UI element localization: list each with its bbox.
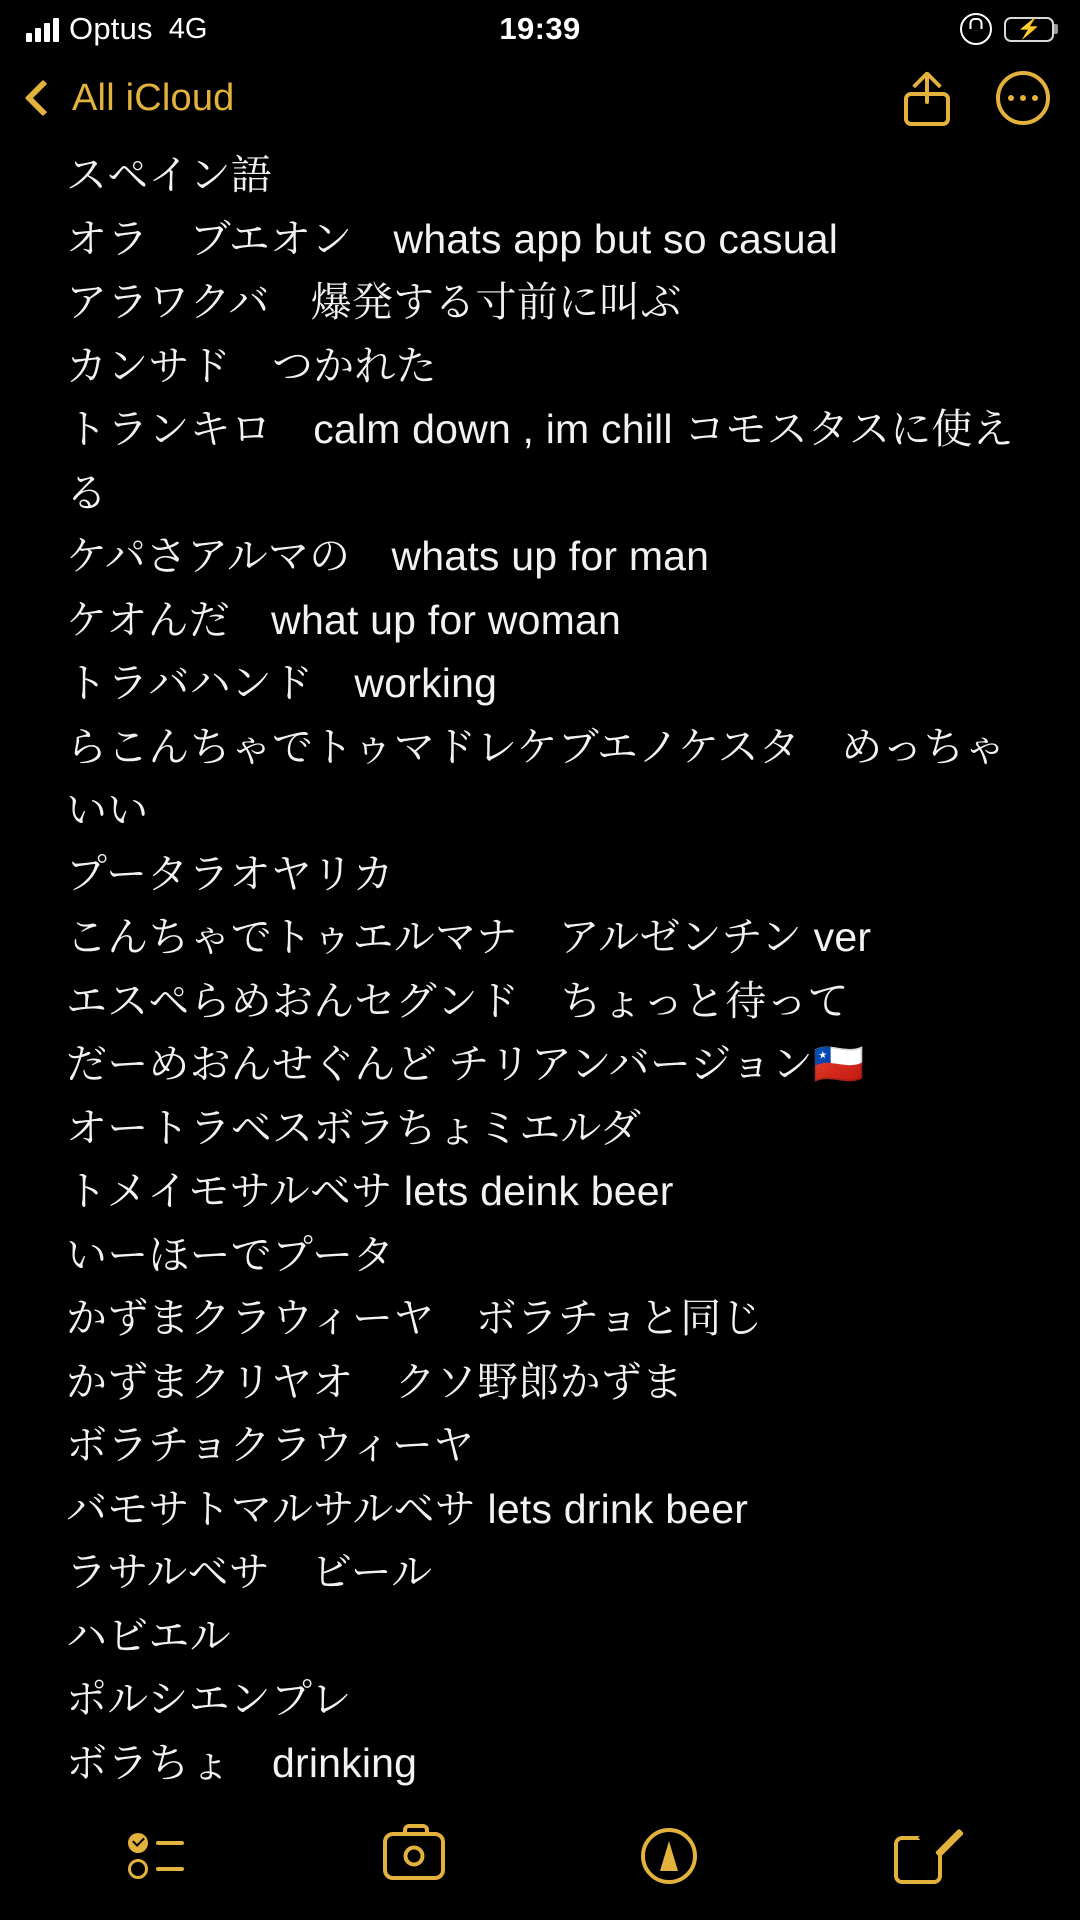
checklist-button[interactable] <box>128 1830 186 1882</box>
clock-label: 19:39 <box>499 11 581 46</box>
navigation-actions <box>904 70 1050 126</box>
note-line: エスペらめおんセグンド ちょっと待って <box>66 977 849 1024</box>
compose-new-note-icon <box>894 1828 952 1884</box>
share-icon[interactable] <box>904 70 950 126</box>
battery-icon <box>1004 17 1054 42</box>
network-type-label: 4G <box>168 12 208 45</box>
charging-bolt-icon: ⚡ <box>1016 18 1042 40</box>
note-line: プータラオヤリカ <box>66 850 394 897</box>
note-line: だーめおんせぐんど チリアンバージョン🇨🇱 <box>66 1041 865 1087</box>
bottom-toolbar <box>0 1810 1080 1920</box>
checklist-icon <box>128 1830 186 1882</box>
chevron-left-icon <box>25 80 62 117</box>
note-line: ケパさアルマの whats up for man <box>66 533 710 579</box>
note-line: オラ ブエオン whats app but so casual <box>66 215 839 262</box>
note-line: オートラベスボラちょミエルダ <box>66 1104 642 1151</box>
note-line: アラワクバ 爆発する寸前に叫ぶ <box>66 279 682 325</box>
note-line: かずまクラウィーヤ ボラチョと同じ <box>66 1295 763 1341</box>
note-line: スペイン語 <box>66 152 272 198</box>
note-line: トラバハンド working <box>66 660 498 706</box>
note-line: かずまクリヤオ クソ野郎かずま <box>66 1358 684 1405</box>
rotation-lock-icon <box>960 13 992 45</box>
note-line: ボラチョクラウィーヤ <box>66 1422 475 1468</box>
status-bar-right <box>960 13 1054 45</box>
note-line: ケオんだ what up for woman <box>66 596 621 643</box>
carrier-label: Optus <box>69 11 153 46</box>
back-button-label: All iCloud <box>72 76 235 119</box>
compose-button[interactable] <box>894 1828 952 1884</box>
note-line: いーほーでプータ <box>66 1231 395 1278</box>
note-text-area[interactable] <box>0 138 1080 1810</box>
markup-button[interactable] <box>641 1828 697 1884</box>
back-button[interactable] <box>24 77 235 120</box>
status-bar <box>0 0 1080 58</box>
note-line: バモサトマルサルベサ lets drink beer <box>66 1485 749 1532</box>
camera-icon <box>383 1832 445 1880</box>
note-line: こんちゃでトゥエルマナ アルゼンチン ver <box>66 914 872 960</box>
note-line: トランキロ calm down , im chill コモスタスに使える <box>66 406 1014 516</box>
note-line: ポルシエンプレ <box>66 1676 352 1722</box>
more-options-icon[interactable] <box>996 71 1050 125</box>
note-line: ボラちょ drinking <box>66 1739 418 1786</box>
navigation-bar <box>0 58 1080 138</box>
camera-button[interactable] <box>383 1832 445 1880</box>
note-line: らこんちゃでトゥマドレケブエノケスタ めっちゃいい <box>66 723 1006 833</box>
note-line: ラサルベサ ビール <box>66 1549 433 1595</box>
note-line: カンサド つかれた <box>66 342 437 389</box>
note-line: ハビエル <box>66 1612 231 1659</box>
note-line: トメイモサルベサ lets deink beer <box>66 1168 674 1214</box>
markup-pen-icon <box>641 1828 697 1884</box>
